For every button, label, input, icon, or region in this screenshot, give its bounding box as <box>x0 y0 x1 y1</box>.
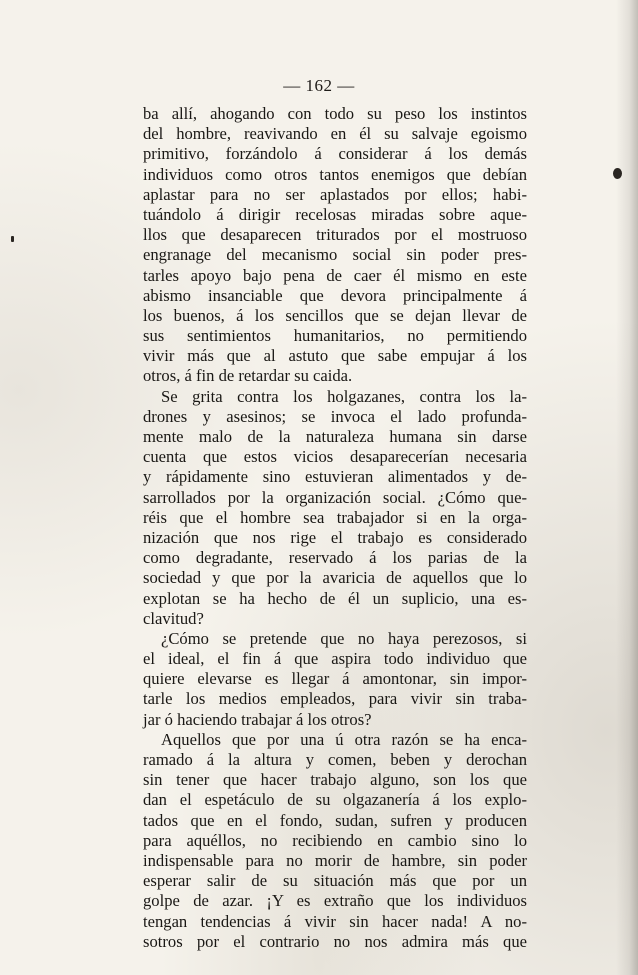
text-line: quiere elevarse es llegar á amontonar, sin impor- <box>143 669 527 689</box>
paragraph <box>143 730 527 952</box>
text-line: del hombre, reavivando en él su salvaje egoismo <box>143 124 527 144</box>
text-line: tuándolo á dirigir recelosas miradas sobre aque- <box>143 204 527 224</box>
text-line: como degradante, reservado á los parias de la <box>143 548 527 568</box>
text-line: engranage del mecanismo social sin poder pres- <box>143 245 527 265</box>
text-line: tengan tendencias á vivir sin hacer nada! A no- <box>143 911 527 931</box>
text-line: sin tener que hacer trabajo alguno, son los que <box>143 770 527 790</box>
text-line: tarles apoyo bajo pena de caer él mismo en este <box>143 265 527 285</box>
text-line: ramado á la altura y comen, beben y derochan <box>143 750 527 769</box>
text-line: clavitud? <box>143 608 204 628</box>
text-line: drones y asesinos; se invoca el lado profunda- <box>143 406 527 426</box>
text-line: ba allí, ahogando con todo su peso los instintos <box>143 104 527 123</box>
text-line: Aquellos que por una ú otra razón se ha enca- <box>161 729 527 749</box>
text-line: vivir más que al astuto que sabe empujar á los <box>143 346 527 366</box>
margin-speck <box>11 236 14 242</box>
paragraph <box>143 104 527 387</box>
body-text <box>143 104 527 952</box>
text-line: tados que en el fondo, sudan, sufren y producen <box>143 810 527 830</box>
paragraph <box>143 629 527 730</box>
text-line: mente malo de la naturaleza humana sin darse <box>143 427 527 446</box>
text-line: golpe de azar. ¡Y es extraño que los individuos <box>143 891 527 911</box>
text-line: tarle los medios empleados, para vivir sin traba- <box>143 689 527 709</box>
text-line: sarrollados por la organización social. ¿Cómo que- <box>143 487 527 507</box>
ink-spot <box>613 168 622 179</box>
text-line: el ideal, el fin á que aspira todo individuo que <box>143 649 527 669</box>
text-line: Se grita contra los holgazanes, contra los la- <box>161 386 527 406</box>
text-line: sus sentimientos humanitarios, no permitiendo <box>143 326 527 346</box>
text-line: sociedad y que por la avaricia de aquellos que lo <box>143 568 527 588</box>
text-line: ¿Cómo se pretende que no haya perezosos, si <box>161 628 527 648</box>
text-line: sotros por el contrario no nos admira más que <box>143 931 527 951</box>
text-line: jar ó haciendo trabajar á los otros? <box>143 709 372 729</box>
page-number: — 162 — <box>283 76 355 95</box>
text-line: explotan se ha hecho de él un suplicio, una es- <box>143 588 527 608</box>
text-line: aplastar para no ser aplastados por ellos; habi- <box>143 184 527 204</box>
text-line: otros, á fin de retardar su caida. <box>143 366 353 386</box>
binding-shadow <box>616 0 638 975</box>
text-line: dan el espetáculo de su olgazanería á los explo- <box>143 790 527 810</box>
text-line: primitivo, forzándolo á considerar á los demás <box>143 144 527 164</box>
text-line: indispensable para no morir de hambre, sin poder <box>143 850 527 870</box>
text-line: abismo insanciable que devora principalmente á <box>143 285 527 305</box>
text-line: para aquéllos, no recibiendo en cambio sino lo <box>143 830 527 850</box>
text-line: llos que desaparecen triturados por el mostruoso <box>143 225 527 245</box>
paragraph <box>143 387 527 629</box>
text-line: los buenos, á los sencillos que se dejan llevar de <box>143 305 527 325</box>
text-line: y rápidamente sino estuvieran alimentados y de- <box>143 467 527 487</box>
text-line: cuenta que estos vicios desaparecerían necesaria <box>143 447 527 467</box>
text-line: nización que nos rige el trabajo es considerado <box>143 527 527 547</box>
text-line: esperar salir de su situación más que por un <box>143 871 527 891</box>
text-line: réis que el hombre sea trabajador si en la orga- <box>143 507 527 527</box>
text-line: individuos como otros tantos enemigos que debían <box>143 164 527 184</box>
